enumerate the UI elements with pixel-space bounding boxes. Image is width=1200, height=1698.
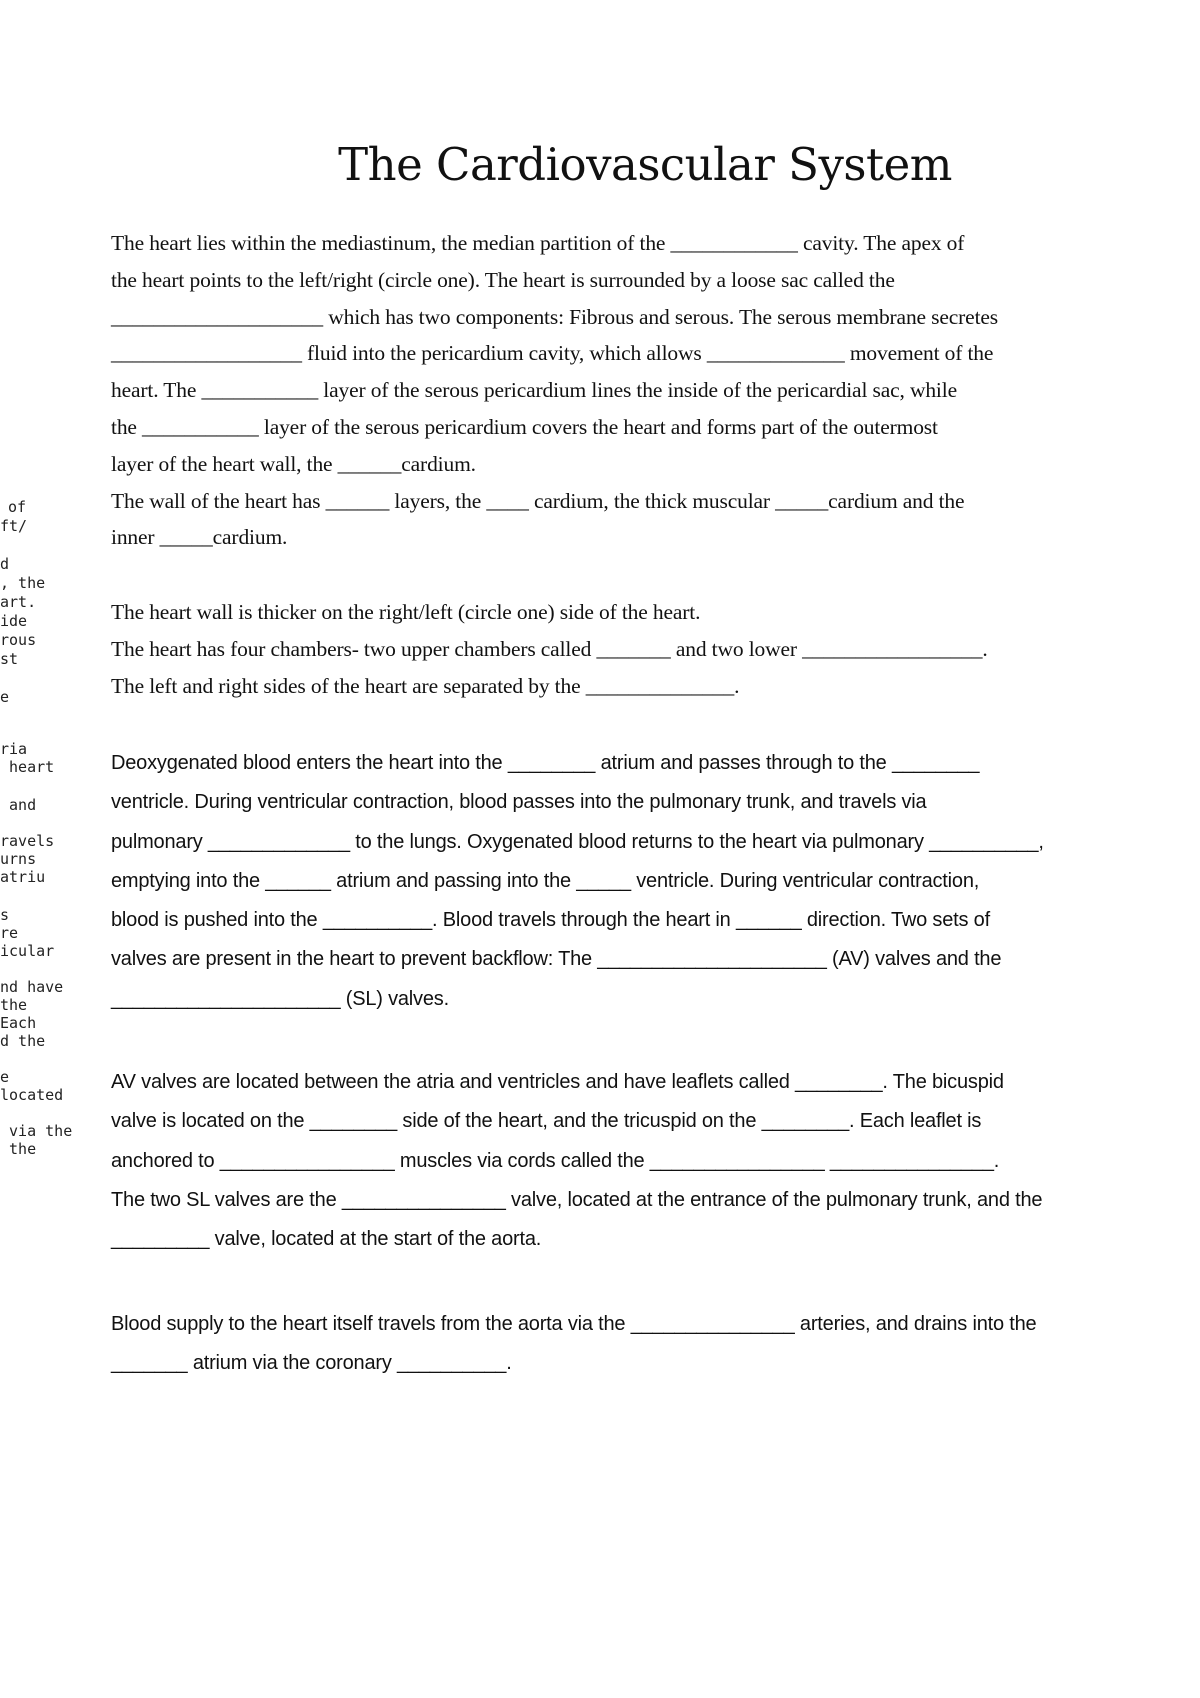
text-line: AV valves are located between the atria and ventricles and have leaflets called ________. The bicuspid bbox=[111, 1071, 1004, 1093]
text-line: _________ valve, located at the start of the aorta. bbox=[111, 1228, 542, 1251]
margin-fragment: , the bbox=[0, 574, 46, 592]
margin-fragment: Each bbox=[0, 1014, 37, 1032]
text-line: __________________ fluid into the pericardium cavity, which allows _____________ movement of the bbox=[111, 341, 994, 366]
margin-fragment: ft/ bbox=[0, 517, 28, 535]
margin-fragment: e bbox=[0, 688, 10, 706]
section-coronary-circulation bbox=[111, 1305, 1111, 1384]
margin-fragment: the bbox=[0, 1140, 37, 1158]
margin-fragment: heart bbox=[0, 758, 55, 776]
margin-fragment: d bbox=[0, 555, 10, 573]
margin-fragment: st bbox=[0, 650, 19, 668]
text-line: The heart wall is thicker on the right/left (circle one) side of the heart. bbox=[111, 600, 701, 624]
text-line: inner _____cardium. bbox=[111, 525, 288, 550]
text-line: anchored to ________________ muscles via cords called the ________________ _______________. bbox=[111, 1149, 1000, 1172]
margin-fragment: urns bbox=[0, 850, 37, 868]
margin-text-fragments bbox=[0, 498, 80, 1178]
margin-fragment: located bbox=[0, 1086, 64, 1104]
margin-fragment: the bbox=[0, 996, 28, 1014]
margin-fragment: e bbox=[0, 1068, 10, 1086]
text-line: the ___________ layer of the serous pericardium covers the heart and forms part of the outermost bbox=[111, 414, 938, 439]
text-line: heart. The ___________ layer of the serous pericardium lines the inside of the pericardial sac, while bbox=[111, 378, 957, 403]
margin-fragment: ria bbox=[0, 740, 28, 758]
text-line: the heart points to the left/right (circle one). The heart is surrounded by a loose sac called the bbox=[111, 267, 895, 292]
text-line: The heart lies within the mediastinum, the median partition of the ____________ cavity. The apex of bbox=[111, 231, 965, 255]
margin-fragment: ravels bbox=[0, 832, 55, 850]
margin-fragment: and bbox=[0, 796, 37, 814]
text-line: The left and right sides of the heart are separated by the ______________. bbox=[111, 673, 740, 698]
text-line: layer of the heart wall, the ______cardium. bbox=[111, 451, 476, 476]
margin-fragment: of bbox=[8, 498, 27, 516]
text-line: emptying into the ______ atrium and passing into the _____ ventricle. During ventricular contraction, bbox=[111, 869, 980, 892]
section-heart-chambers bbox=[111, 594, 1111, 704]
text-line: The heart has four chambers- two upper chambers called _______ and two lower _________________. bbox=[111, 636, 988, 661]
text-line: Deoxygenated blood enters the heart into the ________ atrium and passes through to the ________ bbox=[111, 752, 980, 774]
section-heart-valves bbox=[111, 1063, 1111, 1259]
margin-fragment: nd have bbox=[0, 978, 64, 996]
margin-fragment: atriu bbox=[0, 868, 46, 886]
text-line: pulmonary _____________ to the lungs. Oxygenated blood returns to the heart via pulmonary __________, bbox=[111, 830, 1044, 853]
margin-fragment: re bbox=[0, 924, 19, 942]
text-line: ____________________ which has two components: Fibrous and serous. The serous membrane secretes bbox=[111, 304, 999, 329]
text-line: valve is located on the ________ side of the heart, and the tricuspid on the ________. Each leaflet is bbox=[111, 1110, 982, 1133]
margin-fragment: icular bbox=[0, 942, 55, 960]
margin-fragment: d the bbox=[0, 1032, 46, 1050]
section-blood-flow bbox=[111, 744, 1111, 1019]
text-line: ventricle. During ventricular contraction, blood passes into the pulmonary trunk, and travels via bbox=[111, 791, 927, 814]
text-line: The wall of the heart has ______ layers, the ____ cardium, the thick muscular _____cardium and the bbox=[111, 488, 965, 513]
margin-fragment: ide bbox=[0, 612, 28, 630]
page-title: The Cardiovascular System bbox=[338, 138, 952, 191]
text-line: valves are present in the heart to prevent backflow: The _____________________ (AV) valves and the bbox=[111, 948, 1002, 971]
section-heart-anatomy bbox=[111, 225, 1111, 556]
text-line: Blood supply to the heart itself travels from the aorta via the _______________ arteries, and drains into the bbox=[111, 1313, 1037, 1335]
margin-fragment: s bbox=[0, 906, 10, 924]
text-line: The two SL valves are the _______________ valve, located at the entrance of the pulmonary trunk, and the bbox=[111, 1188, 1043, 1211]
margin-fragment: via the bbox=[0, 1122, 73, 1140]
margin-fragment: rous bbox=[0, 631, 37, 649]
text-line: blood is pushed into the __________. Blood travels through the heart in ______ direction. Two sets of bbox=[111, 909, 990, 932]
text-line: _______ atrium via the coronary __________. bbox=[111, 1352, 512, 1375]
text-line: _____________________ (SL) valves. bbox=[111, 987, 449, 1010]
margin-fragment: art. bbox=[0, 593, 37, 611]
